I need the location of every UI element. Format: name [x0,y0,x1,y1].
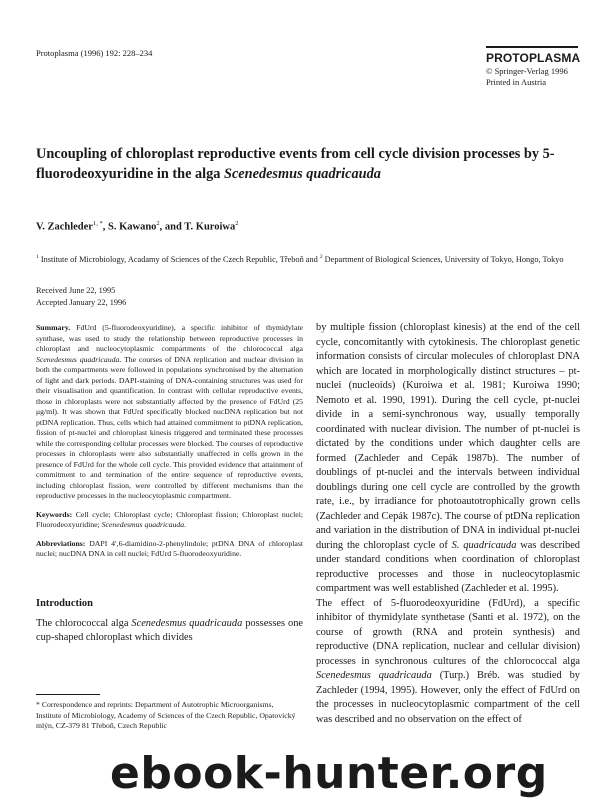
watermark-text: ebook-hunter.org [110,748,548,799]
journal-reference: Protoplasma (1996) 192: 228–234 [36,48,153,58]
author-3-sup: 2 [235,220,239,227]
summary-species: Scenedesmus quadricauda [36,354,120,364]
keywords-end: . [184,520,187,529]
author-1-sup: 1, * [92,220,103,227]
title-species: Scenedesmus quadricauda [224,166,381,182]
journal-brand-block [486,46,581,88]
right-p2-text-a: The effect of 5-fluorodeoxyuridine (FdUrd), a specific inhibitor of thymidylate synthetase (Santi et al. 1972), on the course of growth (RNA and protein synthesis) and reproductive (DNA replication, nuclear and cellular division) processes in synchronous cultures of the chlorococcal alga [316,597,580,667]
right-paragraph-2 [316,597,580,728]
author-sep-1: , [102,221,108,233]
received-date: Received June 22, 1995 [36,286,116,295]
right-column [316,321,580,727]
affil-sup-2: 2 [319,254,323,260]
copyright-line: © Springer-Verlag 1996 [486,66,568,76]
author-list [36,220,239,233]
right-p1-text-a: by multiple fission (chloroplast kinesis) at the end of the cell cycle, concomitantly with cytokinesis. The chloroplast genetic information consists of circular molecules of chloroplast DNA which are located in morphologically distinct structures – pt-nuclei (nucleoids) (Kuroiwa et al. 1981; Kuroiwa 1990; Nemoto et al. 1990, 1991). During the cell cycle, pt-nuclei divide in a semi-synchronous way, usually temporally coordinated with nuclear division. The number of pt-nuclei is dictated by the conditions under which daughter cells are formed (Zachleder and Cepák 1987b). The number of doublings of pt-nuclei and the intervals between individual doublings during one cell cycle are controlled by the growth rate, i.e., by irradiance for photoautotrophically grown cells (Zachleder and Cepák 1987c). The course of ptDNa replication and variation in the distribution of DNA in individual pt-nuclei during the chloroplast cycle of [316,322,580,551]
author-3: T. Kuroiwa [184,221,236,233]
author-2: S. Kawano [107,221,157,233]
abbreviations-text: DAPI 4′,6-diamidino-2-phenylindole; ptDNA DNA of chloroplast nuclei; nucDNA DNA in cell nuclei; FdUrd 5-fluorodeoxyuridine. [36,538,303,558]
affil-text-2: Department of Biological Sciences, University of Tokyo, Hongo, Tokyo [322,254,564,264]
author-sep-2: , and [159,221,185,233]
article-title [36,144,576,184]
affil-text-1: Institute of Microbiology, Acadamy of Sciences of the Czech Republic, Třeboň and [38,254,320,264]
right-p1-species: S. quadricauda [451,539,517,551]
intro-text-b: possesses one cup-shaped chloroplast which divides [36,617,303,644]
introduction-heading: Introduction [36,597,93,609]
right-paragraph-1 [316,321,580,597]
summary-label: Summary. [36,323,71,332]
left-column [36,323,303,646]
affil-sup-1: 1 [36,254,39,260]
printed-line: Printed in Austria [486,77,546,87]
summary-text: FdUrd (5-fluorodeoxyuridine), a specific inhibitor of thymidylate synthase, was used to study the relationship between reproductive processes in chloroplast and nucleocytoplasmic compartments of the chlorococcal alga [36,323,303,353]
abbreviations-paragraph [36,539,303,560]
introduction-paragraph [36,617,303,646]
journal-name: PROTOPLASMA [486,51,581,65]
right-p2-text-b: (Turp.) Bréb. was studied by Zachleder (1994, 1995). However, only the effect of FdUrd on the processes in nucleocytoplasmic compartment of the cell was described and no observation on the effect of [316,670,580,725]
article-dates [36,285,126,308]
brand-rule [486,46,578,48]
author-2-sup: 2 [156,220,160,227]
intro-text-a: The chlorococcal alga [36,617,132,629]
summary-text-2: . The courses of DNA replication and nuclear division in both the compartments were followed in populations synchronised by the alternation of light and dark periods. DAPI-staining of DNA-containing structures was used for their visualisation and quantification. In contrast with cellular reproductive events, those in chloroplasts were not substantially affected by the presence of FdUrd (25 μg/ml). It was shown that FdUrd specifically blocked nucDNA replication but not ptDNA replication. Thus, cells which had attained commitment to ptDNA replication, fission of pt-nuclei and chloroplast kinesis triggered and terminated these processes while the corresponding cellular processes were blocked. The courses of reproductive processes in chloroplasts were also substantially unaffected in cells grown in the presence of FdUrd for the whole cell cycle. This provided evidence that attainment of commitment to and termination of the entire sequence of reproductive events, including chloroplast fission, were controlled by different mechanisms than the reproductive processes in the nucleocytoplasmic compartment. [36,354,303,500]
correspondence-footnote: * Correspondence and reprints: Department of Autotrophic Microorganisms, Institute of Microbiology, Academy of Sciences of the Czech Republic, Opatovický mlýn, CZ-379 81 Třeboň, Czech Republic [36,700,296,730]
keywords-paragraph [36,510,303,531]
accepted-date: Accepted January 22, 1996 [36,297,127,307]
summary-paragraph [36,323,303,502]
keywords-label: Keywords: [36,509,73,519]
keywords-text: Cell cycle; Chloroplast cycle; Chloroplast fission; Chloroplast nuclei; Fluorodeoxyuridine; [36,509,303,529]
title-main: Uncoupling of chloroplast reproductive events from cell cycle division processes by 5-fluorodeoxyuridine in the alga [36,146,555,182]
right-p2-species: Scenedesmus quadricauda [316,670,432,681]
intro-species: Scenedesmus quadricauda [131,617,243,629]
abbreviations-label: Abbreviations: [36,538,86,548]
footnote-rule [36,694,100,695]
author-1: V. Zachleder [36,221,93,233]
keywords-species: Scenedesmus quadricauda [101,520,185,529]
right-p1-text-b: was described under standard conditions when coordination of chloroplast reproductive processes and those in nucleocytoplasmic compartment was well established (Zachleder et al. 1995). [316,539,580,594]
affiliations [36,251,576,266]
